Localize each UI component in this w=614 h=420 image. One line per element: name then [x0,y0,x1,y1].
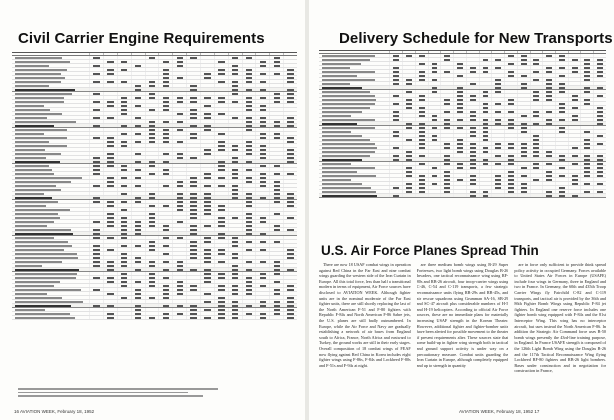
article-column-1-text: There are now 18 USAF combat wings in operation against Red China in the Far East and nine combat wings guarding the western side of the Iron Curtain in Europe. All this total force, less than half a transitional modern in terms of equipment, Air Force sources have disclosed to AVIATION WEEK. Although fighter units are in the nominal moderate of the Far East fighter units, there are still shortly replacing the last of the North American F-51 and F-80 fighters with Republic F-84s and North American F-86 Sabre jets, the U.S. planes are still badly outnumbered. In Europe, while the Air Force and Navy are gradually establishing a network of air bases from England south to Africa, France, North Africa and eastward to Turkey, the ground works are still in their early stages. Overall composition of 18 combat wings of FEAF now flying against Red China in Korea includes eight fighter wings using F-86s, F-84s and Lockheed F-80s and F-51s and F-94s at night. [319,262,411,368]
article-column-3 [514,262,606,404]
article-column-2 [417,262,509,404]
right-headline: Delivery Schedule for New Transports [339,30,613,47]
left-headline: Civil Carrier Engine Requirements [18,30,265,47]
left-page [0,0,305,420]
article-title: U.S. Air Force Planes Spread Thin [321,243,539,258]
right-folio: AVIATION WEEK, February 18, 1952 17 [459,409,540,414]
right-page [309,0,614,420]
table-body [12,56,297,320]
article-column-3-text: are in force only sufficient to provide think spread policy activity in occupied Germany. Forces available to United States Air Forces in Europe (USAFE) include four wings in Germany, three in England and two in France. In Germany, the 60th and 435th Troop Carrier Wings fly Fairchild C-82 and C-119 transports, and tactical air is provided by the 36th and 86th Fighter Bomb Wings using Republic F-84 jet fighters. In England one reserve force includes one fighter bomb wing equipped with F-84s and the 81st Interceptor Wing. This wing has no interceptor aircraft, but uses instead the North American F-86. In addition the Strategic Air Command force uses B-50 bomb wings presently the 43rd-line training purpose, in England. In France USAFE strength is composed of the 126th Light Bomb Wing using the Douglas B-26 and the 117th Tactical Reconnaissance Wing flying Lockheed RF-80 fighters and RB-26 light bombers. Bases under construction and in negotiation for construction in France, [514,262,607,374]
article-body [319,262,606,404]
table-footnotes [18,388,258,397]
left-folio: 16 AVIATION WEEK, February 18, 1952 [14,409,95,414]
engine-requirements-table [12,52,297,320]
table-row [12,316,297,320]
delivery-table-body [319,54,606,198]
article-column-2-text: are three medium bomb wings using B-29 Super Fortresses, two light bomb wings using Douglas B-26 Invaders, one tactical reconnaissance wing using RF-80s and RB-26 aircraft, four troop-carrier wings using C-46, C-54 and C-119 transports, a few strategic reconnaissance units flying RB-29s and RB-45s, and air rescue squadrons using Grumman SA-16, SB-29 and SC-47 aircraft plus considerable numbers of H-5 and H-19 helicopters. According to official Air Force sources, these are no immediate plans for materially increasing USAF strength in the Korean Theater. However, additional fighter and fighter-bomber units have been alerted for possible movement to the theater if present requirements alter. These sources state that some build-up in fighter wing strength both in tactical and ground support activity is under way on a precautionary measure. Combat units guarding the Iron Curtain in Europe, although completely equipped and up to strength in quantity [416,262,509,368]
article-column-1 [319,262,411,404]
delivery-schedule-table [319,50,606,198]
table-row [319,194,606,198]
